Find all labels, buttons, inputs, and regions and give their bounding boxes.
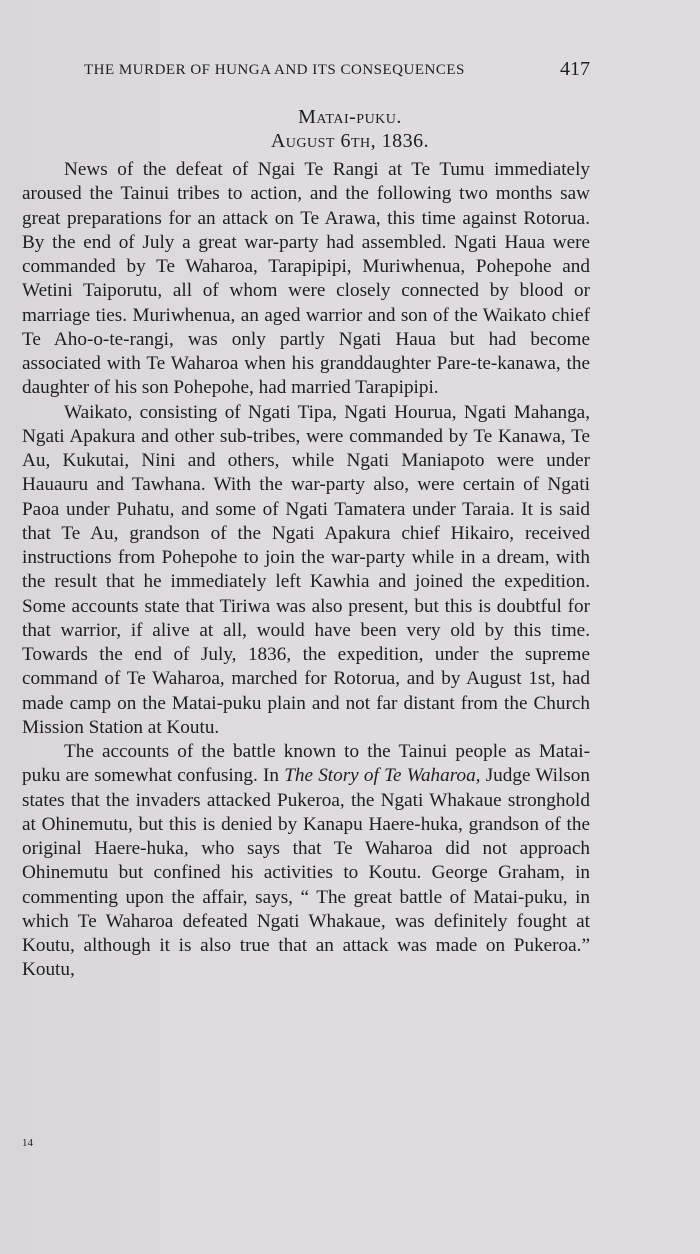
paragraph-3 <box>22 740 590 983</box>
running-title: THE MURDER OF HUNGA AND ITS CONSEQUENCES <box>84 62 465 78</box>
body-text <box>22 158 590 983</box>
section-title: Matai-puku. <box>298 106 402 128</box>
book-title-italic: The Story of Te Waharoa, <box>284 765 481 787</box>
page-number: 417 <box>560 58 590 80</box>
running-header <box>84 58 590 86</box>
paragraph-2: Waikato, consisting of Ngati Tipa, Ngati Hourua, Ngati Mahanga, Ngati Apakura and other sub-tribes, were commanded by Te Kanawa, Te Au, Kukutai, Nini and others, while Ngati Maniapoto were under Hauauru and Tawhana. With the war-party also, were certain of Ngati Paoa under Puhatu, and some of Ngati Tamatera under Taraia. It is said that Te Au, grandson of the Ngati Apakura chief Hikairo, received instructions from Pohepohe to join the war-party while in a dream, with the result that he immediately left Kawhia and joined the expedition. Some accounts state that Tiriwa was also present, but this is doubtful for that warrior, if alive at all, would have been very old by this time. Towards the end of July, 1836, the expedition, under the supreme command of Te Waharoa, marched for Rotorua, and by August 1st, had made camp on the Matai-puku plain and not far distant from the Church Mission Station at Koutu. <box>22 401 590 738</box>
paragraph-3-start: The accounts of the battle known to the Tainui people as Matai-puku are somewhat confusing. In <box>22 741 590 787</box>
paragraph-3-end: Judge Wilson states that the invaders attacked Pukeroa, the Ngati Whakaue stronghold at Ohinemutu, but this is denied by Kanapu Haere-huka, grandson of the original Haere-huka, who says that Te Waharoa did not approach Ohinemutu but confined his activities to Koutu. George Graham, in commenting upon the affair, says, “ The great battle of Matai-puku, in which Te Waharoa defeated Ngati Whakaue, was definitely fought at Koutu, although it is also true that an attack was made on Pukeroa.” Koutu, <box>22 765 590 981</box>
signature-mark: 14 <box>22 1137 33 1149</box>
paragraph-1: News of the defeat of Ngai Te Rangi at Te Tumu immediately aroused the Tainui tribes to action, and the following two months saw great preparations for an attack on Te Arawa, this time against Rotorua. By the end of July a great war-party had assembled. Ngati Haua were commanded by Te Waharoa, Tarapipipi, Muriwhenua, Pohepohe and Wetini Taiporutu, all of whom were closely connected by blood or marriage ties. Muriwhenua, an aged warrior and son of the Waikato chief Te Aho-o-te-rangi, was only partly Ngati Haua but had become associated with Te Waharoa when his granddaughter Pare-te-kanawa, the daughter of his son Pohepohe, had married Tarapipipi. <box>22 159 590 399</box>
section-date: August 6th, 1836. <box>270 130 430 152</box>
